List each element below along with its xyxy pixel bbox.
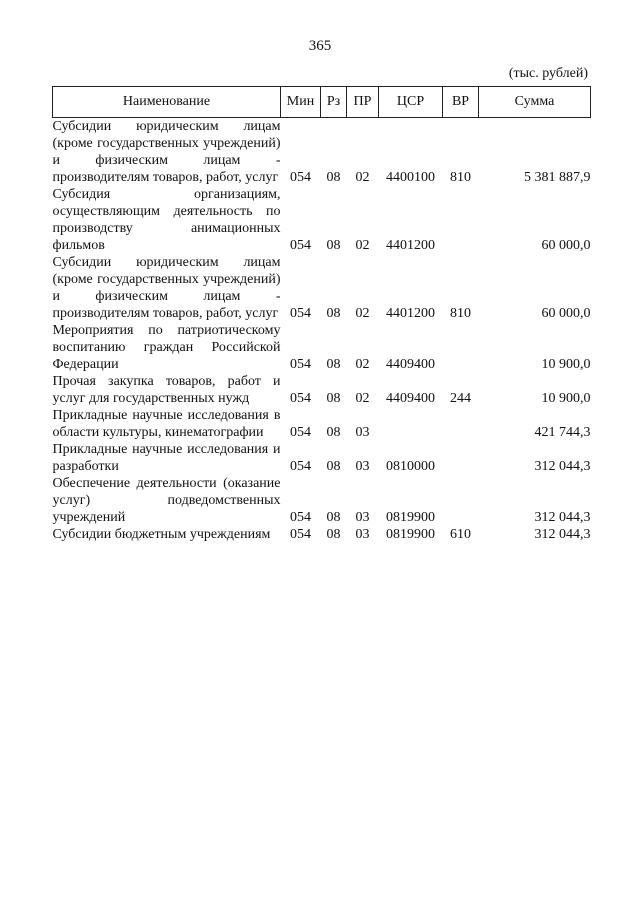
row-rz: 08 <box>326 306 341 321</box>
row-csr <box>379 407 443 441</box>
row-vr <box>443 322 479 373</box>
row-name: Субсидии юридическим лицам (кроме государственных учреждений) и физическим лицам - производителям товаров, работ, услуг <box>52 255 281 321</box>
row-pr: 03 <box>355 425 370 440</box>
row-sum: 10 900,0 <box>541 391 591 406</box>
row-min: 054 <box>290 170 311 185</box>
row-min: 054 <box>290 459 311 474</box>
header-row <box>53 87 591 118</box>
row-name: Прикладные научные исследования в области культуры, кинематографии <box>52 408 281 440</box>
row-csr: 0819900 <box>386 510 435 525</box>
row-min: 054 <box>290 306 311 321</box>
row-vr: 810 <box>450 306 471 321</box>
row-csr: 4400100 <box>386 170 435 185</box>
row-min: 054 <box>290 391 311 406</box>
row-csr: 4401200 <box>386 238 435 253</box>
table-row <box>53 526 591 543</box>
row-name: Субсидия организациям, осуществляющим деятельность по производству анимационных фильмов <box>52 187 281 253</box>
table-row <box>53 254 591 322</box>
row-vr <box>443 407 479 441</box>
row-pr: 02 <box>355 170 370 185</box>
row-min: 054 <box>290 527 311 542</box>
header-pr: ПР <box>347 87 379 118</box>
row-sum: 312 044,3 <box>534 510 591 525</box>
row-csr: 0810000 <box>386 459 435 474</box>
row-csr: 4409400 <box>386 357 435 372</box>
table-row <box>53 118 591 187</box>
row-pr: 02 <box>355 306 370 321</box>
row-sum: 60 000,0 <box>541 306 591 321</box>
row-sum: 312 044,3 <box>534 527 591 542</box>
row-pr: 02 <box>355 357 370 372</box>
row-min: 054 <box>290 425 311 440</box>
row-rz: 08 <box>326 391 341 406</box>
row-rz: 08 <box>326 170 341 185</box>
row-rz: 08 <box>326 510 341 525</box>
row-csr: 4409400 <box>386 391 435 406</box>
table-row <box>53 373 591 407</box>
row-pr: 03 <box>355 527 370 542</box>
row-name: Прикладные научные исследования и разработки <box>52 442 281 474</box>
table-row <box>53 186 591 254</box>
table-row <box>53 441 591 475</box>
budget-table <box>52 86 591 543</box>
row-sum: 312 044,3 <box>534 459 591 474</box>
row-rz: 08 <box>326 425 341 440</box>
header-vr: ВР <box>443 87 479 118</box>
row-rz: 08 <box>326 238 341 253</box>
row-pr: 02 <box>355 238 370 253</box>
row-sum: 10 900,0 <box>541 357 591 372</box>
row-min: 054 <box>290 238 311 253</box>
header-name: Наименование <box>53 87 281 118</box>
row-vr <box>443 186 479 254</box>
row-pr: 03 <box>355 510 370 525</box>
row-vr <box>443 475 479 526</box>
units-label: (тыс. рублей) <box>508 66 588 81</box>
row-name: Субсидии бюджетным учреждениям <box>52 527 271 542</box>
row-vr: 244 <box>450 391 471 406</box>
row-name: Мероприятия по патриотическому воспитанию граждан Российской Федерации <box>52 323 281 372</box>
row-rz: 08 <box>326 459 341 474</box>
row-vr: 810 <box>450 170 471 185</box>
table-row <box>53 407 591 441</box>
row-name: Субсидии юридическим лицам (кроме государственных учреждений) и физическим лицам - производителям товаров, работ, услуг <box>52 119 281 185</box>
page-number: 365 <box>308 38 332 54</box>
table-row <box>53 322 591 373</box>
row-vr: 610 <box>450 527 471 542</box>
row-min: 054 <box>290 510 311 525</box>
table-body <box>53 118 591 544</box>
header-min: Мин <box>281 87 321 118</box>
row-sum: 421 744,3 <box>534 425 591 440</box>
row-name: Обеспечение деятельности (оказание услуг) подведомственных учреждений <box>52 476 281 525</box>
row-name: Прочая закупка товаров, работ и услуг для государственных нужд <box>52 374 281 406</box>
table-row <box>53 475 591 526</box>
row-pr: 03 <box>355 459 370 474</box>
row-rz: 08 <box>326 357 341 372</box>
row-csr: 4401200 <box>386 306 435 321</box>
header-csr: ЦСР <box>379 87 443 118</box>
row-min: 054 <box>290 357 311 372</box>
row-sum: 5 381 887,9 <box>524 170 591 185</box>
row-csr: 0819900 <box>386 527 435 542</box>
row-rz: 08 <box>326 527 341 542</box>
table-header <box>53 87 591 118</box>
header-sum: Сумма <box>479 87 591 118</box>
header-rz: Рз <box>321 87 347 118</box>
row-vr <box>443 441 479 475</box>
row-pr: 02 <box>355 391 370 406</box>
row-sum: 60 000,0 <box>541 238 591 253</box>
